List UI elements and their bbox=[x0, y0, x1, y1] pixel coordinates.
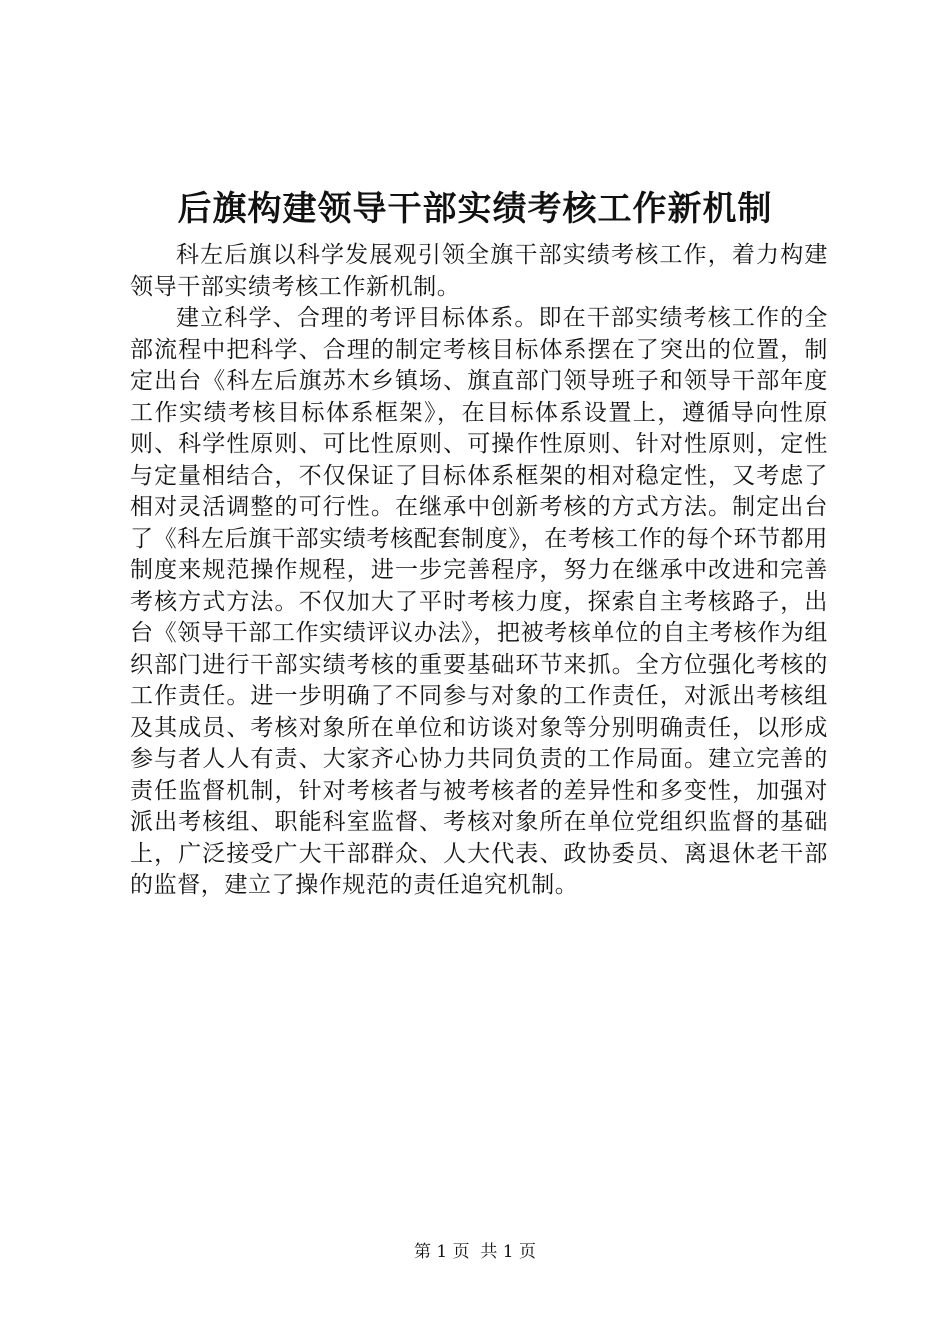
paragraph-intro: 科左后旗以科学发展观引领全旗干部实绩考核工作，着力构建领导干部实绩考核工作新机制。 bbox=[130, 242, 828, 300]
page-number: 第 1 页 bbox=[413, 1242, 470, 1262]
document-body bbox=[130, 240, 828, 902]
document-title: 后旗构建领导干部实绩考核工作新机制 bbox=[177, 189, 773, 229]
page-footer bbox=[0, 1240, 950, 1264]
page-total: 共 1 页 bbox=[480, 1242, 537, 1262]
paragraph-main: 建立科学、合理的考评目标体系。即在干部实绩考核工作的全部流程中把科学、合理的制定考核目标体系摆在了突出的位置，制定出台《科左后旗苏木乡镇场、旗直部门领导班子和领导干部年度工作实绩考核目标体系框架》，在目标体系设置上，遵循导向性原则、科学性原则、可比性原则、可操作性原则、针对性原则，定性与定量相结合，不仅保证了目标体系框架的相对稳定性，又考虑了相对灵活调整的可行性。在继承中创新考核的方式方法。制定出台了《科左后旗干部实绩考核配套制度》，在考核工作的每个环节都用制度来规范操作规程，进一步完善程序，努力在继承中改进和完善考核方式方法。不仅加大了平时考核力度，探索自主考核路子，出台《领导干部工作实绩评议办法》，把被考核单位的自主考核作为组织部门进行干部实绩考核的重要基础环节来抓。全方位强化考核的工作责任。进一步明确了不同参与对象的工作责任，对派出考核组及其成员、考核对象所在单位和访谈对象等分别明确责任，以形成参与者人人有责、大家齐心协力共同负责的工作局面。建立完善的责任监督机制，针对考核者与被考核者的差异性和多变性，加强对派出考核组、职能科室监督、考核对象所在单位党组织监督的基础上，广泛接受广大干部群众、人大代表、政协委员、离退休老干部的监督，建立了操作规范的责任追究机制。 bbox=[130, 305, 828, 898]
